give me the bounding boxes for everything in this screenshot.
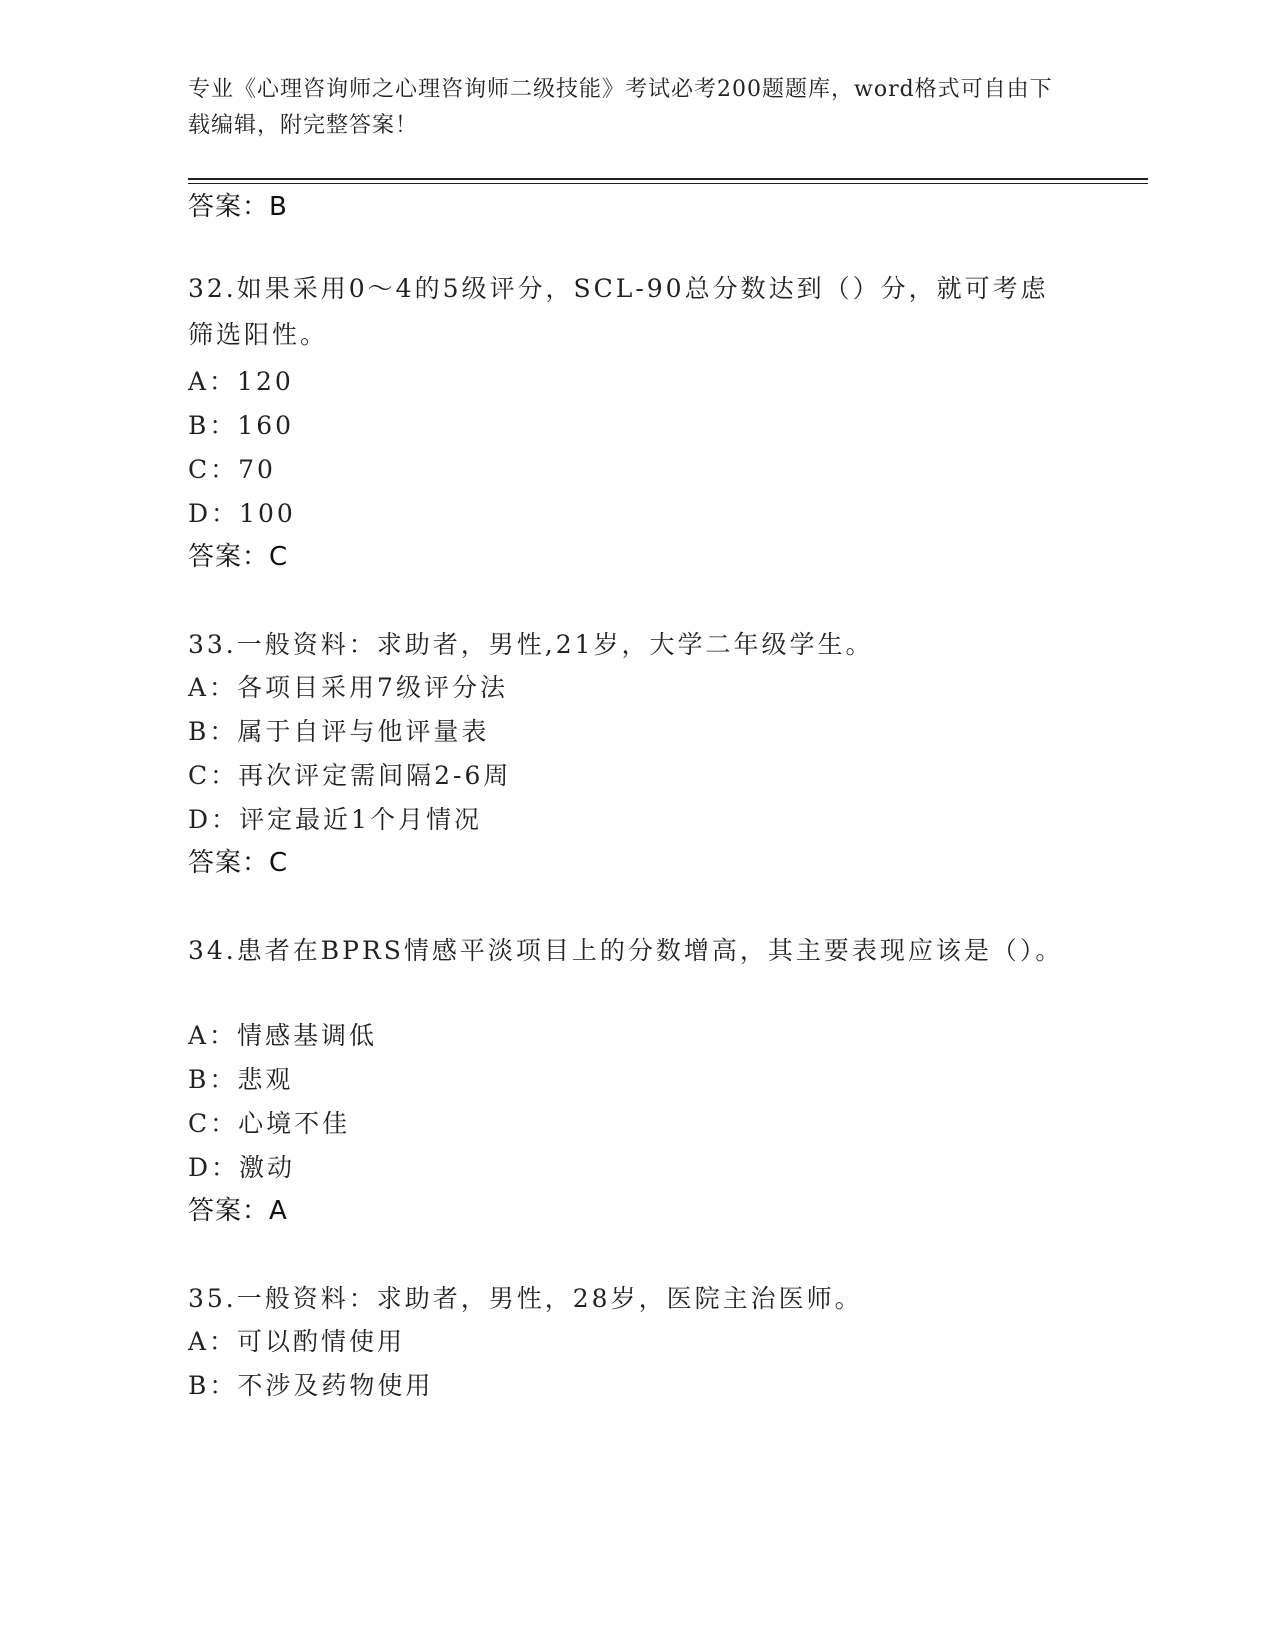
question-33-stem: 33.一般资料：求助者，男性,21岁，大学二年级学生。 [188, 630, 874, 659]
question-35-stem: 35.一般资料：求助者，男性，28岁，医院主治医师。 [188, 1284, 863, 1313]
question-32-option-a: A：120 [188, 367, 294, 396]
question-34-option-b: B：悲观 [188, 1065, 294, 1094]
document-header: 专业《心理咨询师之心理咨询师二级技能》考试必考200题题库，word格式可自由下载编辑，附完整答案！ [188, 77, 1053, 138]
answer-33: 答案：C [188, 848, 289, 878]
answer-31: 答案：B [188, 192, 288, 222]
question-32-option-b: B：160 [188, 411, 295, 440]
header-rule [188, 178, 1148, 180]
header-rule-thin [188, 183, 1148, 184]
question-34-option-c: C：心境不佳 [188, 1109, 351, 1138]
question-35-option-a: A：可以酌情使用 [188, 1327, 406, 1356]
question-32-option-c: C：70 [188, 455, 276, 484]
question-33-option-c: C：再次评定需间隔2-6周 [188, 761, 512, 790]
question-32-stem: 32.如果采用0～4的5级评分，SCL-90总分数达到（）分，就可考虑筛选阳性。 [188, 274, 1049, 349]
question-32-option-d: D：100 [188, 499, 296, 528]
question-33-option-a: A：各项目采用7级评分法 [188, 673, 508, 702]
question-34-option-a: A：情感基调低 [188, 1021, 378, 1050]
question-34-option-d: D：激动 [188, 1153, 296, 1182]
question-34-stem: 34.患者在BPRS情感平淡项目上的分数增高，其主要表现应该是（）。 [188, 936, 1064, 965]
question-33-option-d: D：评定最近1个月情况 [188, 805, 482, 834]
question-35-option-b: B：不涉及药物使用 [188, 1371, 434, 1400]
question-33-option-b: B：属于自评与他评量表 [188, 717, 490, 746]
answer-34: 答案：A [188, 1196, 288, 1226]
answer-32: 答案：C [188, 542, 289, 572]
